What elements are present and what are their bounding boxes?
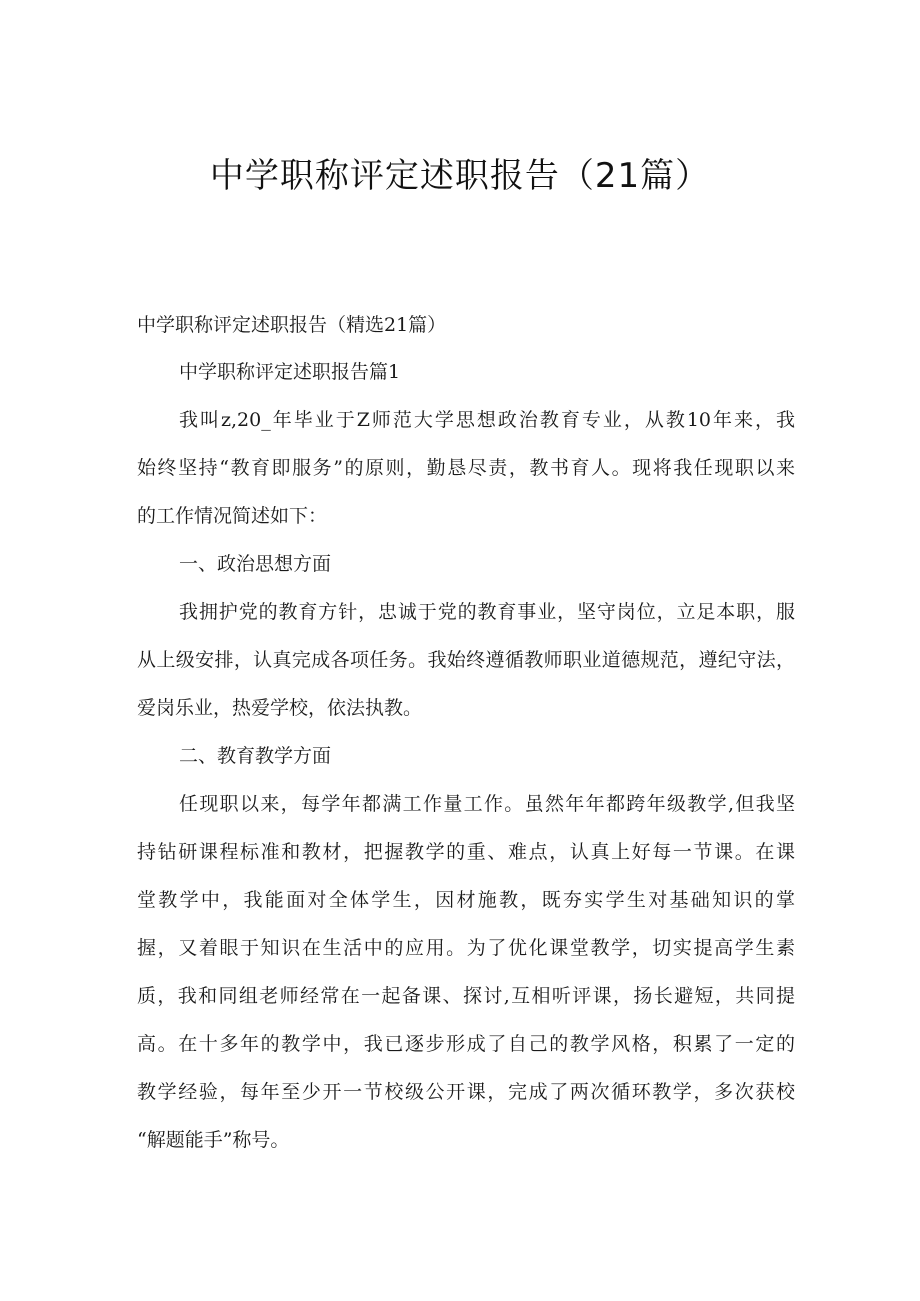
paragraph-line: 高。在十多年的教学中，我已逐步形成了自己的教学风格，积累了一定的 [137, 1033, 795, 1055]
section-heading: 中学职称评定述职报告篇1 [179, 361, 401, 383]
subsection-heading: 二、教育教学方面 [179, 745, 332, 767]
document-title: 中学职称评定述职报告（21篇） [209, 156, 711, 196]
paragraph-line: 任现职以来，每学年都满工作量工作。虽然年年都跨年级教学,但我坚 [179, 793, 795, 815]
paragraph-line: 爱岗乐业，热爱学校，依法执教。 [137, 697, 423, 719]
paragraph-line: 堂教学中，我能面对全体学生，因材施教，既夯实学生对基础知识的掌 [137, 889, 795, 911]
document-subtitle: 中学职称评定述职报告（精选21篇） [137, 314, 447, 336]
subsection-heading: 一、政治思想方面 [179, 553, 332, 575]
paragraph-line: “解题能手”称号。 [137, 1129, 290, 1151]
paragraph-line: 我拥护党的教育方针，忠诚于党的教育事业，坚守岗位，立足本职，服 [179, 601, 795, 623]
paragraph-line: 我叫z,20_年毕业于Z师范大学思想政治教育专业，从教10年来，我 [179, 409, 795, 431]
paragraph-line: 握，又着眼于知识在生活中的应用。为了优化课堂教学，切实提高学生素 [137, 937, 795, 959]
paragraph-line: 的工作情况简述如下： [137, 505, 328, 527]
paragraph-line: 始终坚持“教育即服务”的原则，勤恳尽责，教书育人。现将我任现职以来 [137, 457, 795, 479]
paragraph-line: 质，我和同组老师经常在一起备课、探讨,互相听评课，扬长避短，共同提 [137, 985, 795, 1007]
paragraph-line: 从上级安排，认真完成各项任务。我始终遵循教师职业道德规范，遵纪守法， [137, 649, 795, 671]
paragraph-line: 持钻研课程标准和教材，把握教学的重、难点，认真上好每一节课。在课 [137, 841, 795, 863]
paragraph-line: 教学经验，每年至少开一节校级公开课，完成了两次循环教学，多次获校 [137, 1081, 795, 1103]
